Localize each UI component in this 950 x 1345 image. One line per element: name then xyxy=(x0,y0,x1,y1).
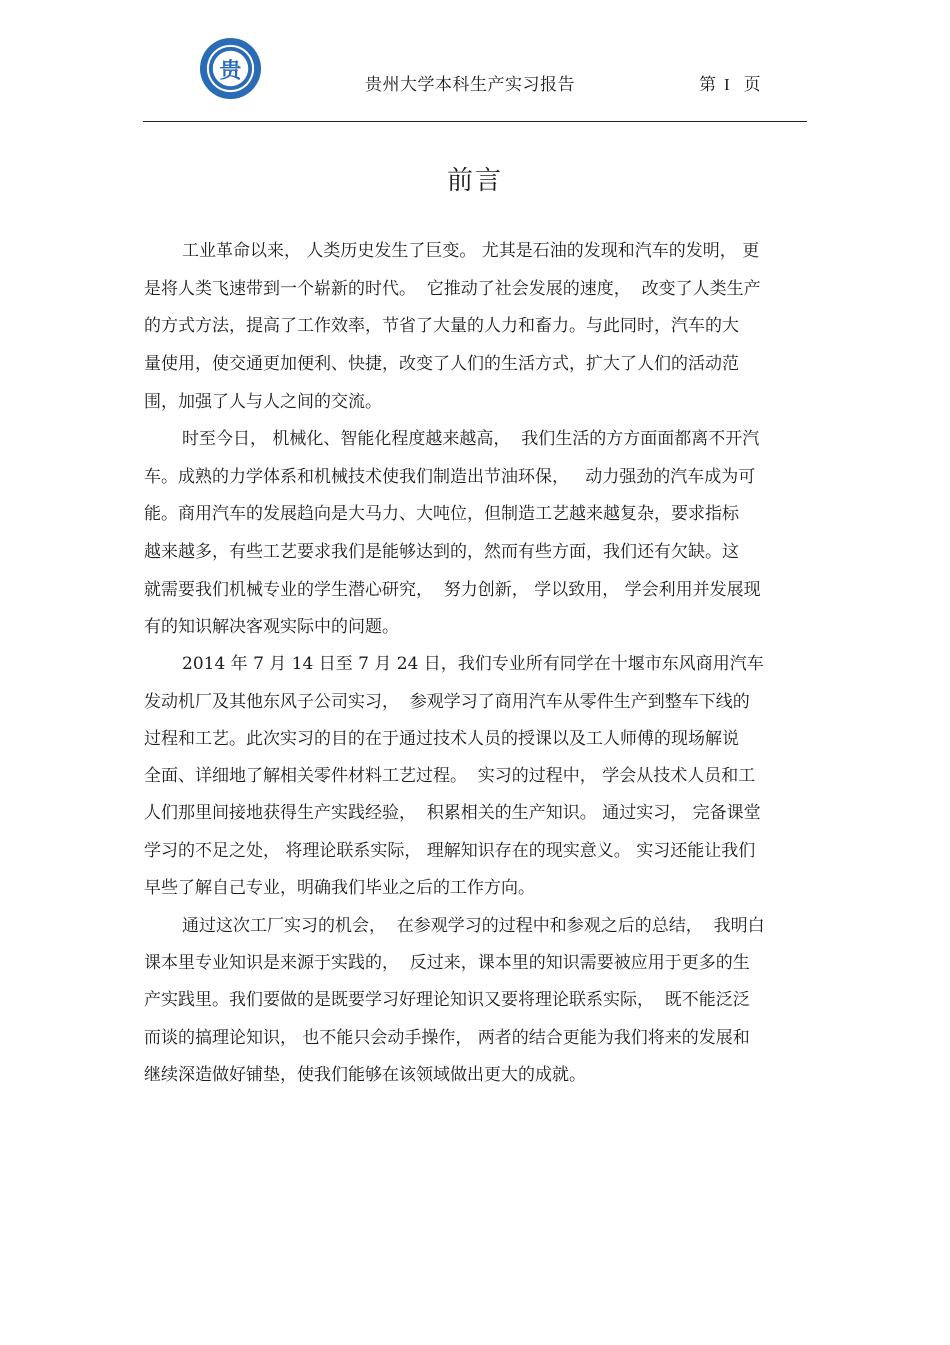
text-line: 2014 年 7 月 14 日至 7 月 24 日，我们专业所有同学在十堰市东风商用汽车 xyxy=(182,654,764,674)
header-page-number xyxy=(699,70,761,95)
text-line: 越来越多，有些工艺要求我们是能够达到的，然而有些方面，我们还有欠缺。这 xyxy=(144,542,739,562)
text-line: 人们那里间接地获得生产实践经验， 积累相关的生产知识。 通过实习， 完备课堂 xyxy=(144,803,761,823)
document-title: 前言 xyxy=(446,166,503,196)
text-line: 围，加强了人与人之间的交流。 xyxy=(144,392,382,412)
text-line: 过程和工艺。此次实习的目的在于通过技术人员的授课以及工人师傅的现场解说 xyxy=(144,729,739,749)
header-rule xyxy=(143,121,807,122)
page-suffix: 页 xyxy=(743,75,761,95)
text-line: 课本里专业知识是来源于实践的， 反过来，课本里的知识需要被应用于更多的生 xyxy=(144,953,750,973)
text-line: 全面、详细地了解相关零件材料工艺过程。 实习的过程中， 学会从技术人员和工 xyxy=(144,766,756,786)
header-title: 贵州大学本科生产实习报告 xyxy=(365,75,575,95)
text-line: 而谈的搞理论知识， 也不能只会动手操作， 两者的结合更能为我们将来的发展和 xyxy=(144,1028,750,1048)
text-line: 车。成熟的力学体系和机械技术使我们制造出节油环保， 动力强劲的汽车成为可 xyxy=(144,467,756,487)
text-line: 继续深造做好铺垫，使我们能够在该领域做出更大的成就。 xyxy=(144,1065,586,1085)
text-line: 就需要我们机械专业的学生潜心研究， 努力创新， 学以致用， 学会利用并发展现 xyxy=(144,580,761,600)
text-line: 的方式方法，提高了工作效率，节省了大量的人力和畜力。与此同时，汽车的大 xyxy=(144,316,739,336)
svg-text:贵: 贵 xyxy=(219,58,242,84)
university-seal-logo xyxy=(199,37,262,100)
text-line: 早些了解自己专业，明确我们毕业之后的工作方向。 xyxy=(144,878,535,898)
text-line: 学习的不足之处， 将理论联系实际， 理解知识存在的现实意义。 实习还能让我们 xyxy=(144,841,756,861)
page-number: I xyxy=(724,75,730,94)
text-line: 通过这次工厂实习的机会， 在参观学习的过程中和参观之后的总结， 我明白 xyxy=(182,916,765,936)
text-line: 工业革命以来， 人类历史发生了巨变。 尤其是石油的发现和汽车的发明， 更 xyxy=(182,241,760,261)
text-line: 是将人类飞速带到一个崭新的时代。 它推动了社会发展的速度， 改变了人类生产 xyxy=(144,279,761,299)
text-line: 量使用，使交通更加便利、快捷，改变了人们的生活方式，扩大了人们的活动范 xyxy=(144,354,739,374)
text-line: 产实践里。我们要做的是既要学习好理论知识又要将理论联系实际， 既不能泛泛 xyxy=(144,990,750,1010)
text-line: 时至今日， 机械化、智能化程度越来越高， 我们生活的方方面面都离不开汽 xyxy=(182,429,760,449)
text-line: 有的知识解决客观实际中的问题。 xyxy=(144,617,399,637)
text-line: 能。商用汽车的发展趋向是大马力、大吨位，但制造工艺越来越复杂，要求指标 xyxy=(144,504,739,524)
page-prefix: 第 xyxy=(699,75,716,95)
text-line: 发动机厂及其他东风子公司实习， 参观学习了商用汽车从零件生产到整车下线的 xyxy=(144,692,750,712)
